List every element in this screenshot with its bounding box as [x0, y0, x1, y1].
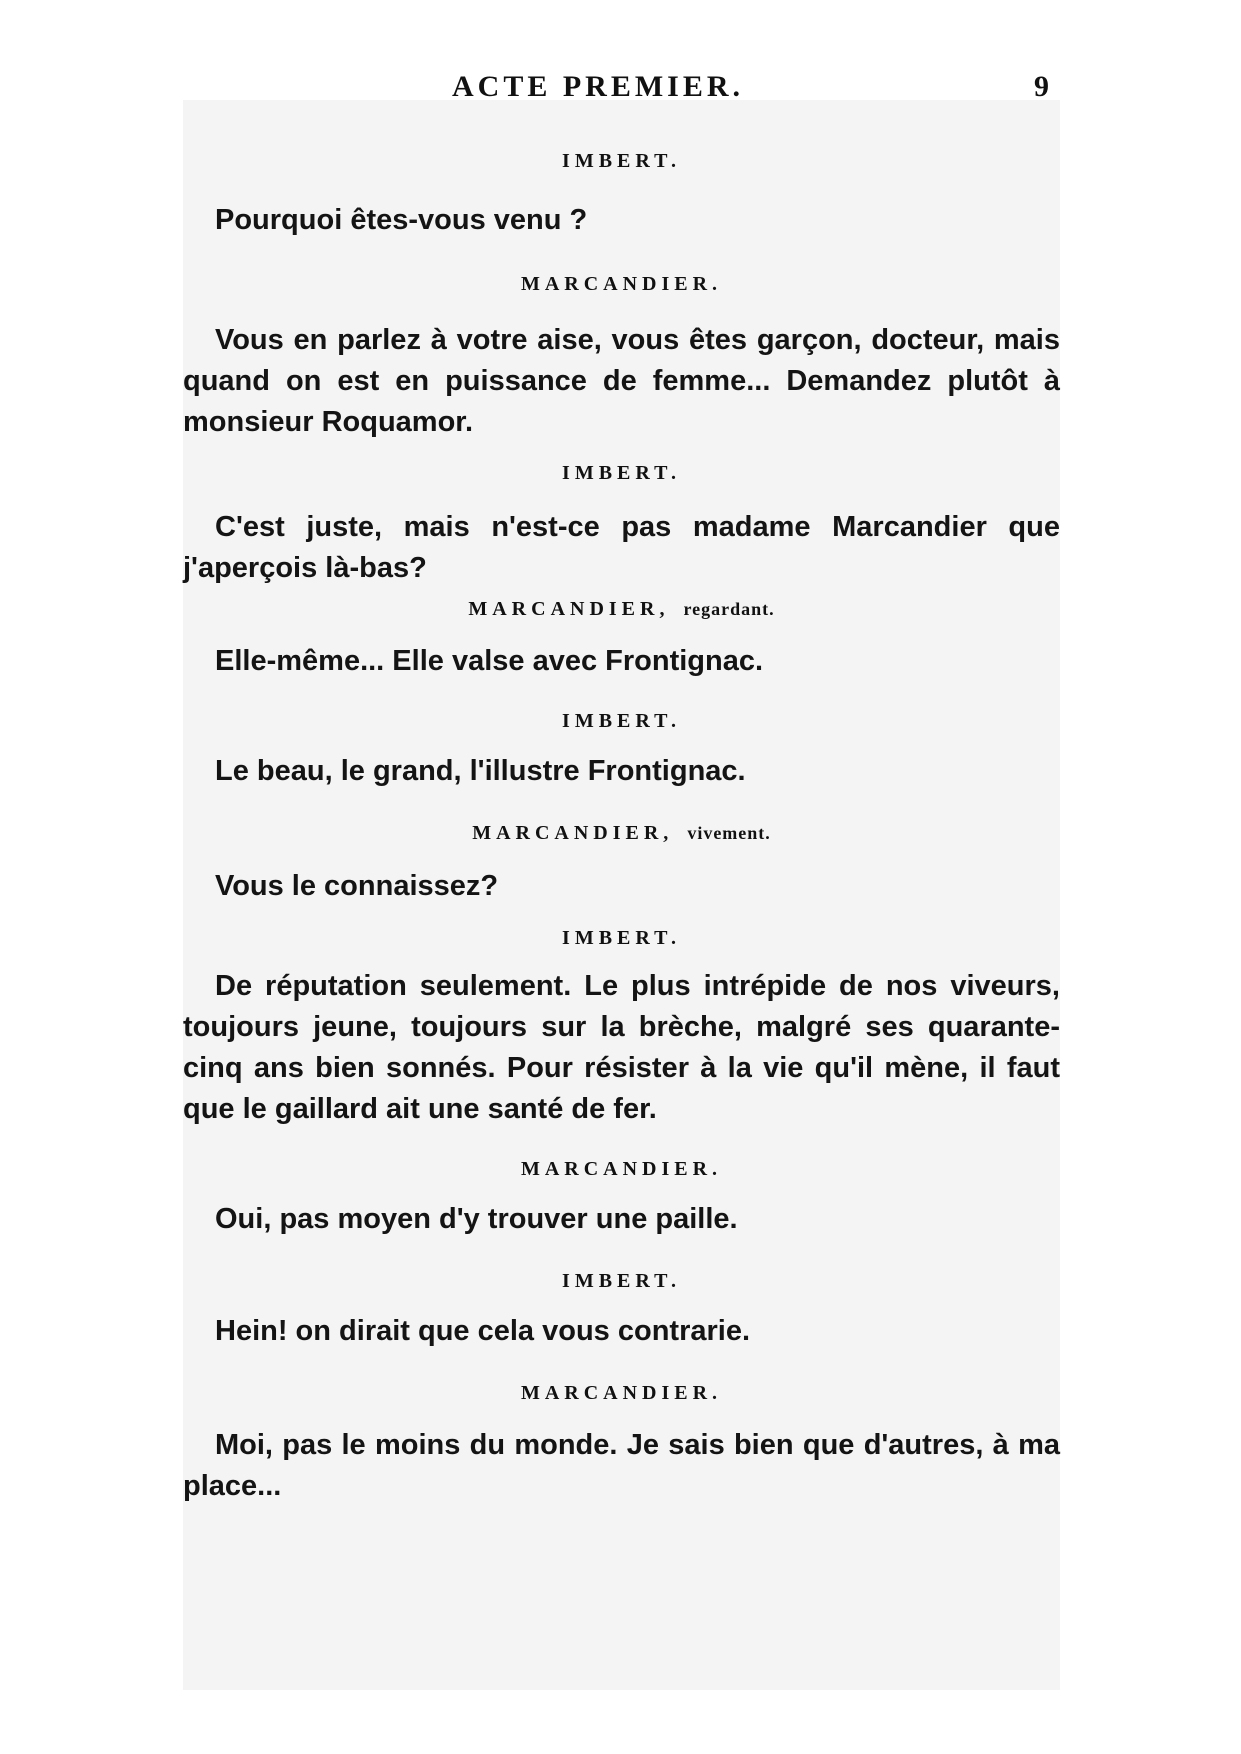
speaker-name: IMBERT.: [562, 462, 681, 484]
page-number: 9: [1034, 70, 1049, 103]
speaker-name: MARCANDIER,: [468, 598, 670, 620]
speaker-name: IMBERT.: [562, 927, 681, 949]
speaker-name: MARCANDIER.: [520, 1158, 723, 1180]
speech-block: [183, 966, 1060, 1130]
speech-block: [183, 866, 1060, 907]
speaker-heading: [183, 598, 1060, 621]
speaker-name: IMBERT.: [562, 710, 681, 732]
speaker-heading: [183, 1270, 1060, 1293]
speech-text: Moi, pas le moins du monde. Je sais bien que d'autres, à ma place...: [183, 1429, 1060, 1502]
speech-block: [183, 641, 1060, 682]
speaker-name: MARCANDIER.: [520, 273, 723, 295]
speaker-heading: [183, 710, 1060, 733]
speech-block: [183, 320, 1060, 443]
speech-text: Elle-même... Elle valse avec Frontignac.: [215, 645, 764, 677]
speech-block: [183, 751, 1060, 792]
speaker-heading: [183, 927, 1060, 950]
speaker-heading: [183, 150, 1060, 173]
speaker-heading: [183, 1382, 1060, 1405]
speaker-name: MARCANDIER,: [472, 822, 674, 844]
running-title: ACTE PREMIER.: [452, 70, 745, 103]
speech-block: [183, 1425, 1060, 1507]
speech-text: Pourquoi êtes-vous venu ?: [215, 204, 588, 236]
speech-block: [183, 507, 1060, 589]
speech-block: [183, 1199, 1060, 1240]
speech-text: De réputation seulement. Le plus intrépide de nos viveurs, toujours jeune, toujours sur la brèche, malgré ses quarante-cinq ans bien sonnés. Pour résister à la vie qu'il mène, il faut que le gaillard ait une santé de fer.: [183, 970, 1060, 1125]
speaker-name: IMBERT.: [562, 150, 681, 172]
speaker-heading: [183, 462, 1060, 485]
speaker-name: MARCANDIER.: [520, 1382, 723, 1404]
speaker-heading: [183, 822, 1060, 845]
speech-text: Vous en parlez à votre aise, vous êtes garçon, docteur, mais quand on est en puissance de femme... Demandez plutôt à monsieur Roquamor.: [183, 324, 1060, 438]
speaker-heading: [183, 1158, 1060, 1181]
speaker-heading: [183, 273, 1060, 296]
speech-block: [183, 1311, 1060, 1352]
running-header: [0, 70, 1241, 110]
speech-text: Vous le connaissez?: [215, 870, 499, 902]
speech-text: Oui, pas moyen d'y trouver une paille.: [215, 1203, 738, 1235]
speech-text: C'est juste, mais n'est-ce pas madame Marcandier que j'aperçois là-bas?: [183, 511, 1060, 584]
stage-direction: vivement.: [687, 823, 771, 843]
speaker-name: IMBERT.: [562, 1270, 681, 1292]
speech-block: [183, 200, 1060, 241]
speech-text: Le beau, le grand, l'illustre Frontignac.: [215, 755, 746, 787]
stage-direction: regardant.: [683, 599, 775, 619]
speech-text: Hein! on dirait que cela vous contrarie.: [215, 1315, 751, 1347]
